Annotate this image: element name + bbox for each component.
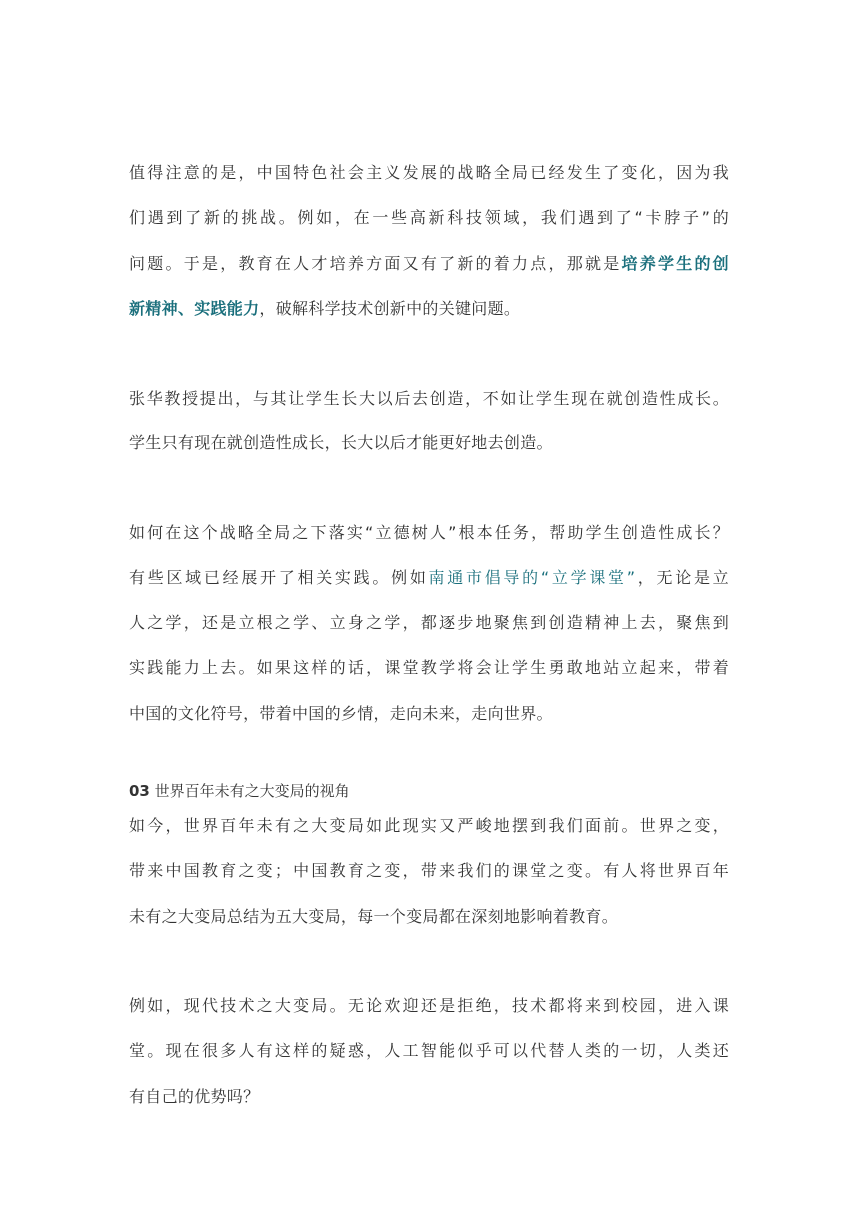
paragraph-3-line-4: 实践能力上去。如果这样的话，课堂教学将会让学生勇敢地站立起来，带着	[129, 658, 729, 677]
paragraph-5-line-2: 堂。现在很多人有这样的疑惑，人工智能似乎可以代替人类的一切，人类还	[129, 1041, 729, 1060]
paragraph-5-line-3: 有自己的优势吗？	[129, 1087, 260, 1106]
paragraph-1-line-2: 们遇到了新的挑战。例如，在一些高新科技领域，我们遇到了“卡脖子”的	[129, 208, 729, 227]
paragraph-2-line-2: 学生只有现在就创造性成长，长大以后才能更好地去创造。	[129, 433, 553, 452]
paragraph-3-line-2	[129, 567, 729, 589]
section-number: 03	[129, 782, 150, 800]
paragraph-3-text: 有些区域已经展开了相关实践。例如	[129, 568, 429, 587]
paragraph-1-line-4	[129, 298, 520, 320]
paragraph-4-line-3: 未有之大变局总结为五大变局，每一个变局都在深刻地影响着教育。	[129, 907, 619, 926]
paragraph-5-line-1: 例如，现代技术之大变局。无论欢迎还是拒绝，技术都将来到校园，进入课	[129, 996, 729, 1015]
section-title: 世界百年未有之大变局的视角	[149, 782, 350, 800]
highlight-practical-ability: 新精神、实践能力	[129, 299, 260, 318]
paragraph-1-line-3	[129, 253, 729, 275]
paragraph-1-line-1: 值得注意的是，中国特色社会主义发展的战略全局已经发生了变化，因为我	[129, 163, 729, 182]
paragraph-4-line-1: 如今，世界百年未有之大变局如此现实又严峻地摆到我们面前。世界之变，	[129, 816, 729, 835]
paragraph-1-text: 问题。于是，教育在人才培养方面又有了新的着力点，那就是	[129, 254, 622, 273]
highlight-nantong-classroom: 南通市倡导的“立学课堂”	[428, 568, 636, 587]
paragraph-1-text-end: ，破解科学技术创新中的关键问题。	[259, 299, 521, 318]
paragraph-4-line-2: 带来中国教育之变；中国教育之变，带来我们的课堂之变。有人将世界百年	[129, 861, 729, 880]
highlight-innovation-spirit: 培养学生的创	[621, 254, 729, 273]
paragraph-3-line-1: 如何在这个战略全局之下落实“立德树人”根本任务，帮助学生创造性成长？	[129, 523, 729, 542]
paragraph-3-line-3: 人之学，还是立根之学、立身之学，都逐步地聚焦到创造精神上去，聚焦到	[129, 613, 729, 632]
section-heading	[129, 781, 350, 801]
paragraph-3-line-5: 中国的文化符号，带着中国的乡情，走向未来，走向世界。	[129, 704, 553, 723]
paragraph-3-text-end: ，无论是立	[635, 568, 729, 587]
paragraph-2-line-1: 张华教授提出，与其让学生长大以后去创造，不如让学生现在就创造性成长。	[129, 389, 729, 408]
